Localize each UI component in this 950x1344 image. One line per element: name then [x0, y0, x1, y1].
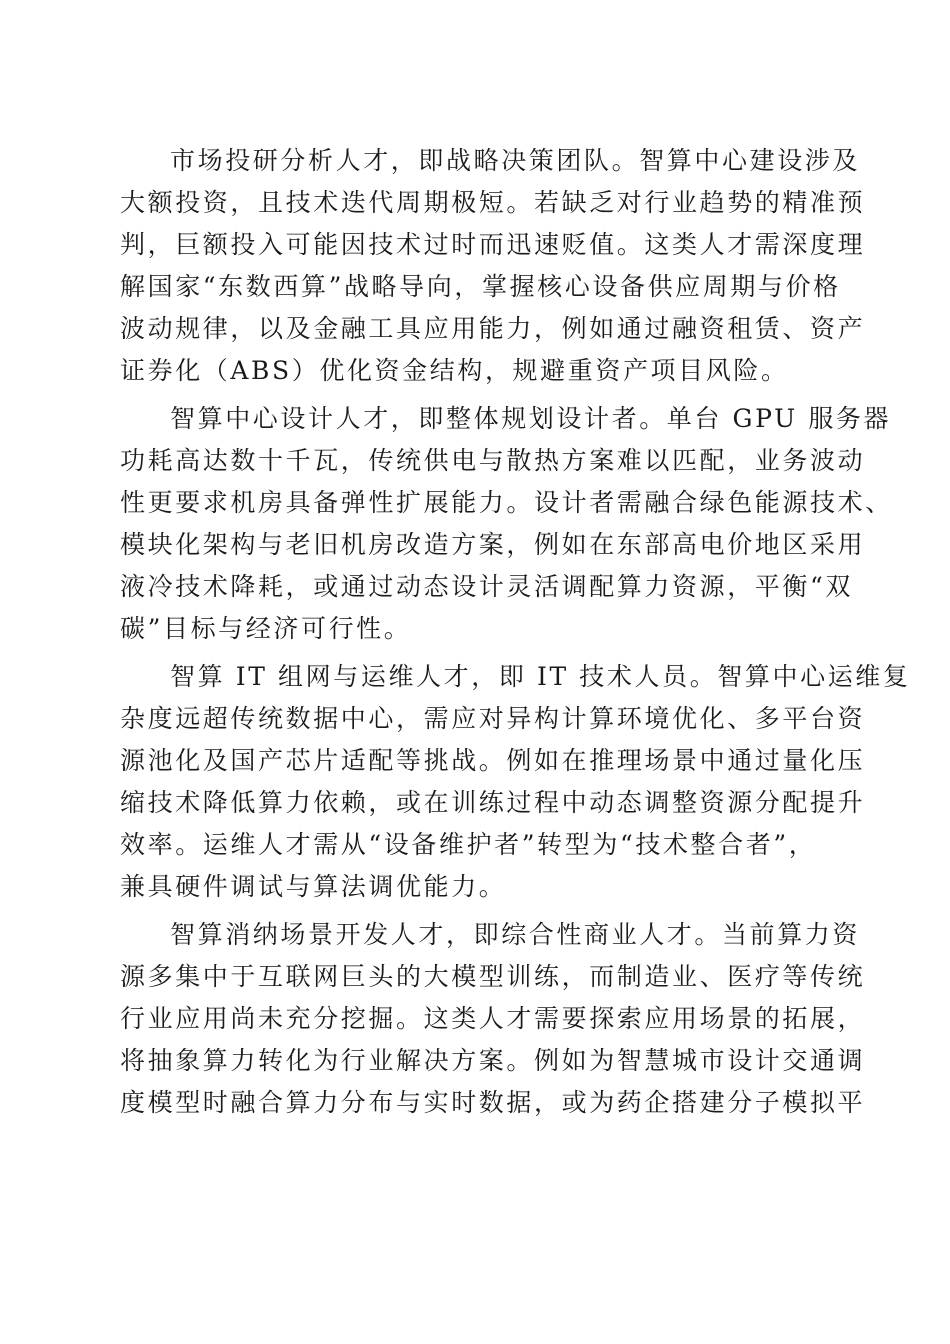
document-body: [120, 140, 911, 1130]
text-line: 将抽象算力转化为行业解决方案。例如为智慧城市设计交通调: [120, 1046, 866, 1075]
paragraph-scenario-development: [120, 914, 866, 1124]
text-line: 波动规律，以及金融工具应用能力，例如通过融资租赁、资产: [120, 314, 866, 343]
text-line: 碳”目标与经济可行性。: [120, 614, 412, 643]
text-line: 源池化及国产芯片适配等挑战。例如在推理场景中通过量化压: [120, 746, 866, 775]
text-line: 度模型时融合算力分布与实时数据，或为药企搭建分子模拟平: [120, 1088, 866, 1117]
text-line: 智算中心设计人才，即整体规划设计者。单台 GPU 服务器: [170, 404, 892, 433]
text-line: 解国家“东数西算”战略导向，掌握核心设备供应周期与价格: [120, 272, 841, 301]
text-line: 功耗高达数十千瓦，传统供电与散热方案难以匹配，业务波动: [120, 446, 866, 475]
text-line: 液冷技术降耗，或通过动态设计灵活调配算力资源，平衡“双: [120, 572, 853, 601]
text-line: 智算 IT 组网与运维人才，即 IT 技术人员。智算中心运维复: [170, 662, 911, 691]
text-line: 杂度远超传统数据中心，需应对异构计算环境优化、多平台资: [120, 704, 866, 733]
text-line: 判，巨额投入可能因技术过时而迅速贬值。这类人才需深度理: [120, 230, 866, 259]
text-line: 大额投资，且技术迭代周期极短。若缺乏对行业趋势的精准预: [120, 188, 866, 217]
text-line: 性更要求机房具备弹性扩展能力。设计者需融合绿色能源技术、: [120, 488, 893, 517]
text-line: 缩技术降低算力依赖，或在训练过程中动态调整资源分配提升: [120, 788, 866, 817]
text-line: 模块化架构与老旧机房改造方案，例如在东部高电价地区采用: [120, 530, 866, 559]
paragraph-market-research: [120, 140, 866, 392]
text-line: 证券化（ABS）优化资金结构，规避重资产项目风险。: [120, 356, 789, 385]
text-line: 智算消纳场景开发人才，即综合性商业人才。当前算力资: [170, 920, 861, 949]
paragraph-it-operations: [120, 656, 911, 908]
paragraph-design-talent: [120, 398, 893, 650]
text-line: 效率。运维人才需从“设备维护者”转型为“技术整合者”，: [120, 830, 817, 859]
text-line: 源多集中于互联网巨头的大模型训练，而制造业、医疗等传统: [120, 962, 866, 991]
text-line: 市场投研分析人才，即战略决策团队。智算中心建设涉及: [170, 146, 861, 175]
text-line: 兼具硬件调试与算法调优能力。: [120, 872, 507, 901]
text-line: 行业应用尚未充分挖掘。这类人才需要探索应用场景的拓展，: [120, 1004, 866, 1033]
